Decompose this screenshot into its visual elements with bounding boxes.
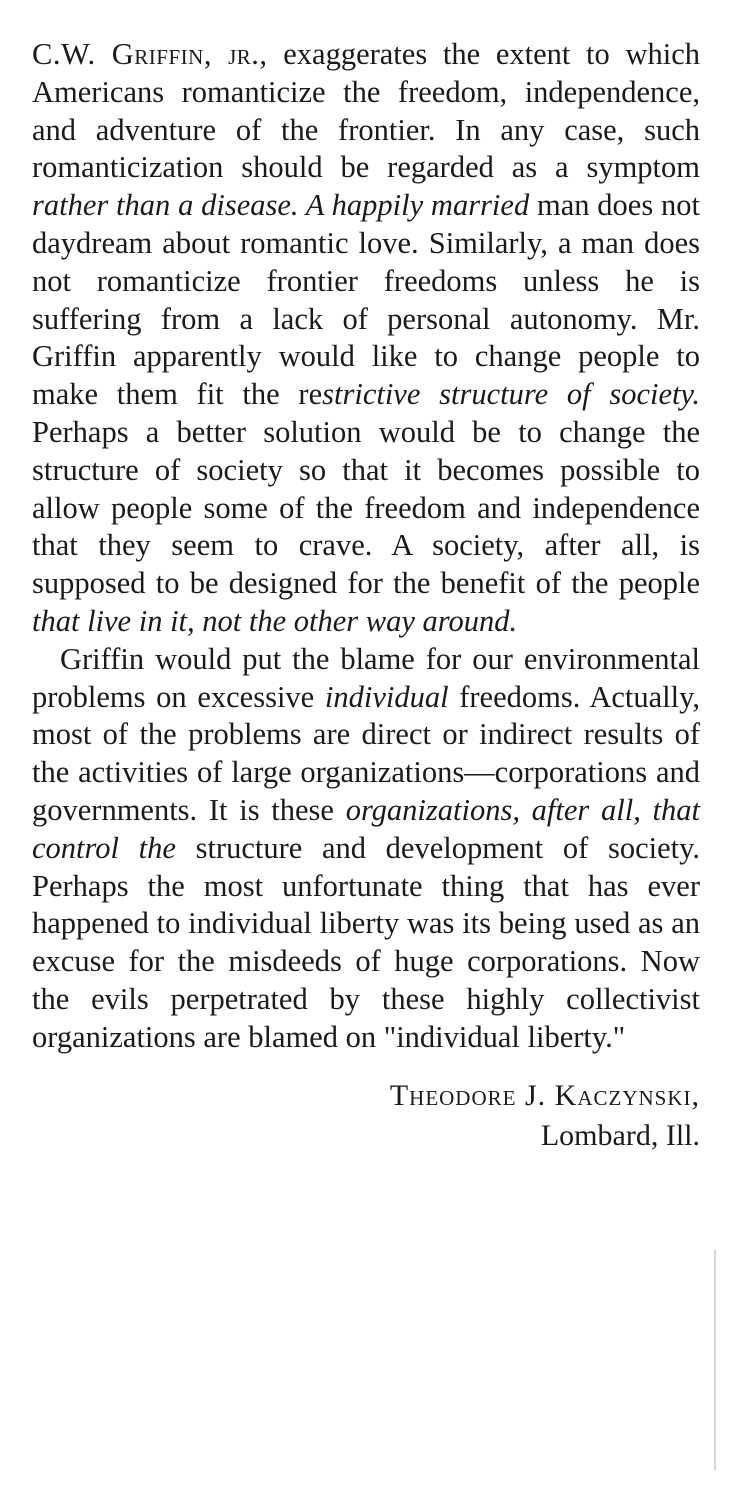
paragraph-1-italic-a: rather than a disease. A happily married bbox=[32, 188, 530, 223]
paragraph-2-italic-a: individual bbox=[324, 679, 449, 714]
paragraph-1-text-b: man does not daydream about romantic love. Similarly, a man does not romanticize frontier freedoms unless he is suffering from a lack of personal autonomy. Mr. Griffin apparently would like to change people to make them fit the re bbox=[32, 188, 700, 412]
paragraph-1-italic-b: strictive structure of society. bbox=[322, 377, 701, 412]
paragraph-2-italic-b: organizations, after all, that control the bbox=[32, 792, 700, 865]
letter-page bbox=[32, 36, 700, 1155]
letter-paragraph-1 bbox=[32, 36, 700, 641]
signature-name: Theodore J. Kaczynski, bbox=[389, 1078, 700, 1112]
paragraph-2-text-b: freedoms. Actually, most of the problems are direct or indirect results of the activities of large organizations—corporations and governments. It is these bbox=[32, 679, 701, 827]
paragraph-1-italic-c: that live in it, not the other way around. bbox=[32, 603, 518, 638]
letter-signature bbox=[32, 1077, 700, 1155]
paragraph-1-text-a: exaggerates the extent to which Americans romanticize the freedom, independence, and adventure of the frontier. In any case, such romanticization should be regarded as a symptom bbox=[32, 37, 700, 185]
scan-edge-shadow bbox=[714, 1250, 716, 1470]
paragraph-2-text-c: structure and development of society. Perhaps the most unfortunate thing that has ever happened to individual liberty was its being used as an excuse for the misdeeds of huge corporations. Now the evils perpetrated by these highly collectivist organizations are blamed on "individual liberty." bbox=[32, 830, 700, 1054]
paragraph-2-text-a: Griffin would put the blame for our environmental problems on excessive bbox=[32, 641, 700, 714]
author-reference: C.W. Griffin, jr., bbox=[32, 37, 268, 71]
signature-place: Lombard, Ill. bbox=[540, 1118, 700, 1152]
paragraph-1-text-c: Perhaps a better solution would be to change the structure of society so that it becomes possible to allow people some of the freedom and independence that they seem to crave. A society, after all, is supposed to be designed for the benefit of the people bbox=[32, 414, 700, 601]
letter-paragraph-2 bbox=[32, 641, 700, 1057]
